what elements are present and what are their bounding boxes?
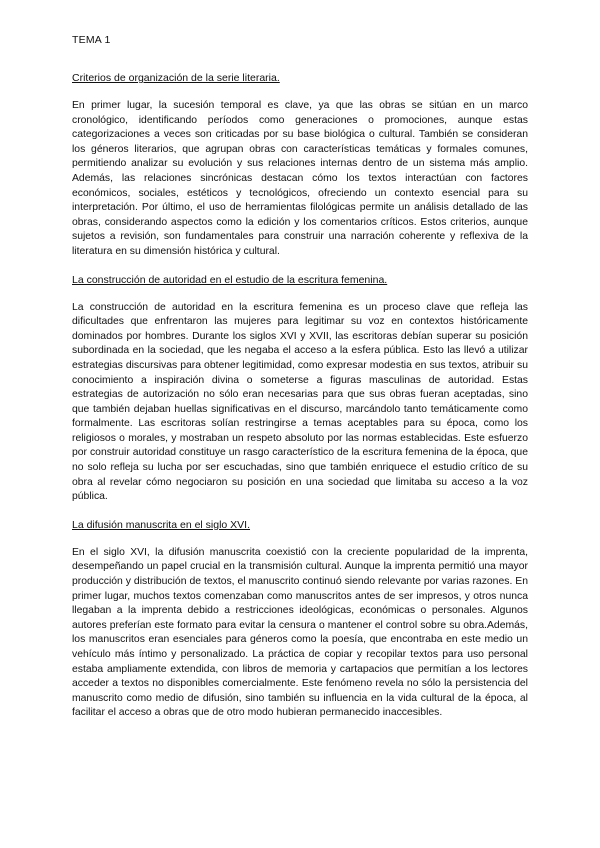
- section-heading: La difusión manuscrita en el siglo XVI.: [72, 518, 251, 531]
- section-heading: Criterios de organización de la serie literaria.: [72, 72, 280, 84]
- section-paragraph: En el siglo XVI, la difusión manuscrita coexistió con la creciente popularidad de la imprenta, desempeñando un papel crucial en la transmisión cultural. Aunque la imprenta permitió una mayor producción y distribución de textos, el manuscrito continuó siendo relevante por varias razones. En primer lugar, muchos textos comenzaban como manuscritos antes de ser impresos, y otros nunca llegaban a la imprenta debido a restricciones ideológicas, económicas o personales. Algunos autores preferían este formato para evitar la censura o mantener el control sobre su obra.Además, los manuscritos eran esenciales para géneros como la poesía, que encontraba en este medio un vehículo más íntimo y personalizado. La práctica de copiar y recopilar textos para uso personal estaba ampliamente extendida, con libros de memoria y cartapacios que permitían a los lectores acceder a textos no disponibles comercialmente. Este fenómeno revela no sólo la persistencia del manuscrito como medio de difusión, sino también su influencia en la vida cultural de la época, al facilitar el acceso a obras que de otro modo hubieran permanecido inaccesibles.: [72, 546, 528, 719]
- section-paragraph: La construcción de autoridad en la escritura femenina es un proceso clave que refleja las dificultades que enfrentaron las mujeres para legitimar su voz en contextos históricamente dominados por hombres. Durante los siglos XVI y XVII, las escritoras debían superar su posición subordinada en la sociedad, que les negaba el acceso a la esfera pública. Esto las llevó a utilizar estrategias discursivas para obtener legitimidad, como expresar modestia en sus textos, atribuir su conocimiento a inspiración divina o someterse a figuras masculinas de autoridad. Estas estrategias de autorización no sólo eran necesarias para que sus obras fueran aceptadas, sino que también dejaban huellas significativas en el discurso, marcándolo tanto temáticamente como formalmente. Las escritoras solían restringirse a temas aceptables para su época, como los religiosos o morales, y mostraban un respeto absoluto por las normas establecidas. Este esfuerzo por construir autoridad constituye un rasgo característico de la escritura femenina de la época, que no solo refleja su lucha por ser escuchadas, sino que también enriquece el estudio crítico de su obra al revelar cómo negociaron su posición en una sociedad que limitaba su acceso a la voz pública.: [72, 301, 528, 503]
- document-page: [72, 34, 528, 735]
- section-heading: La construcción de autoridad en el estudio de la escritura femenina.: [72, 273, 388, 286]
- section-paragraph: En primer lugar, la sucesión temporal es clave, ya que las obras se sitúan en un marco cronológico, identificando períodos como generaciones o promociones, aunque estas categorizaciones a veces son criticadas por su base biológica o cultural. También se consideran los géneros literarios, que agrupan obras con características temáticas y formales comunes, permitiendo analizar su evolución y sus relaciones internas dentro de un sistema más amplio. Además, las relaciones sincrónicas destacan cómo los textos interactúan con factores económicos, sociales, estéticos y tecnológicos, ofreciendo un contexto esencial para su interpretación. Por último, el uso de herramientas filológicas permite un análisis detallado de las obras, considerando aspectos como la edición y los comentarios críticos. Estos criterios, aunque sujetos a revisión, son fundamentales para construir una narración coherente y reflexiva de la literatura en su dimensión histórica y cultural.: [72, 100, 528, 257]
- section-autoridad: [72, 274, 528, 505]
- section-criterios: [72, 72, 528, 260]
- section-difusion: [72, 519, 528, 721]
- document-title: TEMA 1: [72, 34, 111, 46]
